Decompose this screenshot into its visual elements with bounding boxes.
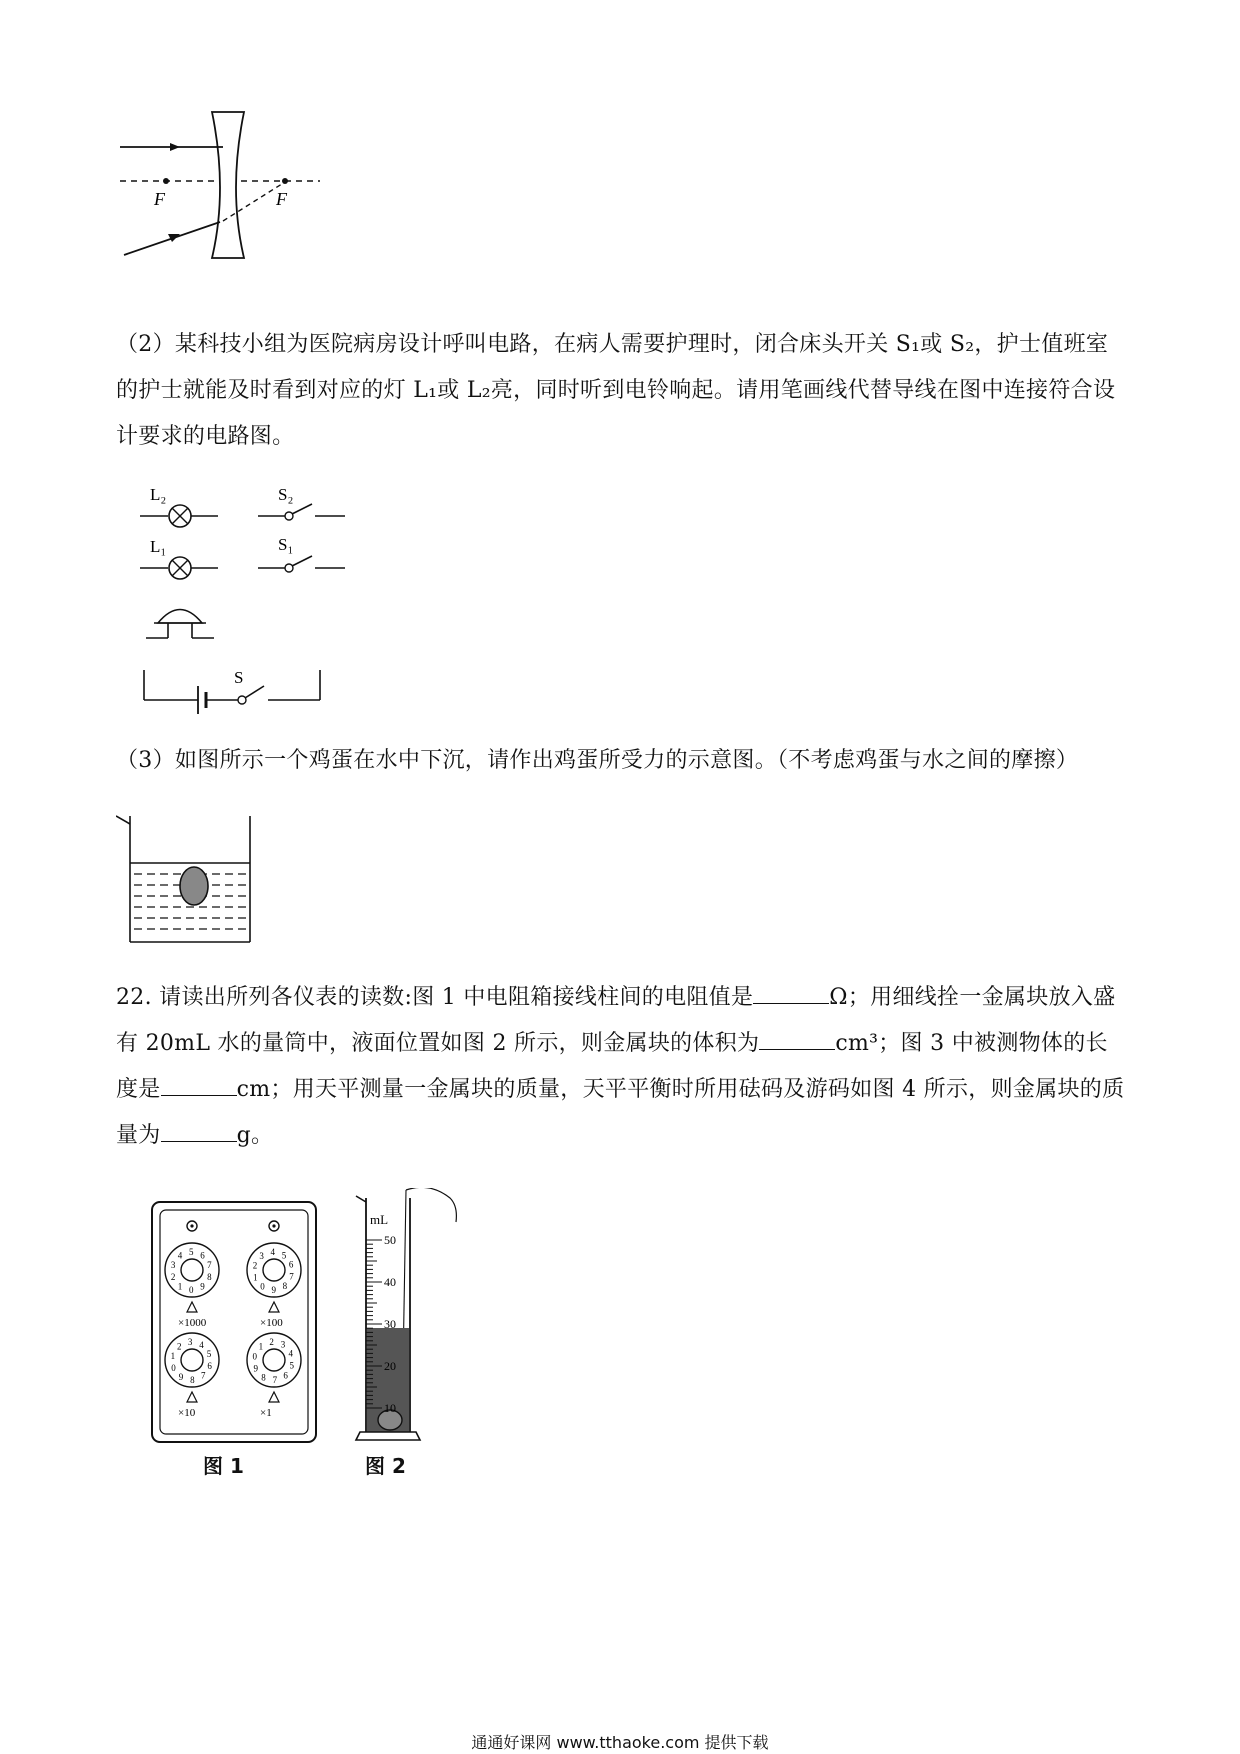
dial-digit: 4: [270, 1247, 275, 1257]
dial-digit: 4: [288, 1348, 293, 1359]
cylinder-tick-label: 40: [384, 1275, 396, 1289]
lamp-l1-label: L₁: [150, 537, 167, 556]
dial-digit: 0: [189, 1285, 194, 1295]
dial-digit: 9: [200, 1281, 205, 1292]
lamp-l2-label: L₂: [150, 485, 167, 504]
q22-part5: g。: [236, 1123, 274, 1148]
cylinder-tick-label: 10: [384, 1401, 396, 1415]
dial-digit: 6: [207, 1360, 212, 1371]
dial-digit: 7: [289, 1271, 294, 1282]
q22-part4: cm；用天平测量一金属块的质量，天平平衡时所用砝码及游码如图 4 所示，则金属块的质量为: [116, 1077, 1125, 1148]
dial-digit: 8: [190, 1375, 195, 1385]
answer-blank-resistance[interactable]: [753, 977, 829, 1004]
dial-digit: 8: [261, 1372, 266, 1383]
question-22-text: [116, 975, 1126, 1159]
dial-digit: 3: [259, 1251, 264, 1261]
resistance-box-figure: [150, 1200, 320, 1445]
question-2-text: （2）某科技小组为医院病房设计呼叫电路，在病人需要护理时，闭合床头开关 S₁或 S₂，护士值班室的护士就能及时看到对应的灯 L₁或 L₂亮，同时听到电铃响起。请用笔画线代替导线在图中连接符合设计要求的电路图。: [116, 332, 1116, 449]
dial-digit: 2: [170, 1271, 176, 1282]
dial-digit: 9: [271, 1285, 276, 1295]
focus-right-label: F: [276, 189, 287, 209]
dial-multiplier-label: ×1: [260, 1407, 272, 1419]
dial-multiplier-label: ×100: [260, 1317, 283, 1329]
dial-digit: 0: [252, 1351, 257, 1362]
cylinder-tick-label: 30: [384, 1317, 396, 1331]
dial-digit: 6: [288, 1259, 294, 1270]
cylinder-tick-label: 20: [384, 1359, 396, 1373]
dial-digit: 5: [281, 1250, 287, 1261]
dial-digit: 4: [199, 1340, 204, 1350]
switch-s2-label: S₂: [278, 485, 294, 504]
dial-multiplier-label: ×1000: [178, 1317, 207, 1329]
answer-blank-length[interactable]: [161, 1069, 237, 1096]
dial-digit: 7: [207, 1260, 212, 1271]
dial-digit: 5: [206, 1349, 212, 1360]
figure-1-caption: 图 1: [203, 1454, 244, 1478]
dial-digit: 9: [178, 1372, 184, 1382]
beaker-egg-figure: [116, 810, 256, 950]
cylinder-unit-label: mL: [370, 1212, 389, 1227]
dial-digit: 7: [272, 1374, 278, 1385]
dial-digit: 8: [282, 1281, 288, 1291]
q22-part2: Ω；用细线拴一金属块放入盛有 20mL 水的量筒中，液面位置如图 2 所示，则金属块的体积为: [116, 985, 1116, 1056]
answer-blank-volume[interactable]: [759, 1023, 835, 1050]
dial-digit: 4: [177, 1250, 183, 1261]
dial-knob: [181, 1349, 203, 1371]
q22-part3: cm³；图 3 中被测物体的长度是: [116, 1031, 1108, 1102]
dial-digit: 2: [177, 1341, 182, 1352]
dial-digit: 0: [171, 1362, 176, 1373]
dial-digit: 3: [170, 1260, 176, 1271]
dial-digit: 6: [283, 1370, 288, 1381]
graduated-cylinder-figure: [350, 1188, 460, 1446]
dial-multiplier-label: ×10: [178, 1407, 196, 1419]
dial-digit: 1: [170, 1351, 176, 1362]
dial-digit: 9: [253, 1363, 258, 1374]
dial-digit: 8: [207, 1271, 212, 1282]
dial-digit: 7: [201, 1370, 206, 1381]
dial-digit: 5: [289, 1360, 294, 1371]
page-footer: 通通好课网 www.tthaoke.com 提供下载: [471, 1733, 769, 1752]
dial-digit: 1: [258, 1341, 264, 1352]
answer-blank-mass[interactable]: [161, 1115, 237, 1142]
circuit-figure: [140, 478, 360, 728]
dial-digit: 3: [187, 1337, 193, 1347]
switch-s1-label: S₁: [278, 535, 294, 554]
question-3-text: （3）如图所示一个鸡蛋在水中下沉，请作出鸡蛋所受力的示意图。（不考虑鸡蛋与水之间的摩擦）: [116, 748, 1079, 773]
dial-digit: 0: [260, 1281, 265, 1292]
dial-knob: [263, 1349, 285, 1371]
dial-knob: [181, 1259, 203, 1281]
dial-knob: [263, 1259, 285, 1281]
dial-digit: 2: [269, 1337, 274, 1348]
dial-digit: 5: [189, 1247, 194, 1257]
q22-part1: 22. 请读出所列各仪表的读数:图 1 中电阻箱接线柱间的电阻值是: [116, 985, 754, 1010]
dial-digit: 3: [280, 1339, 286, 1350]
focus-left-label: F: [154, 189, 165, 209]
concave-lens-figure: [120, 110, 340, 270]
dial-digit: 1: [177, 1281, 183, 1292]
figure-2-caption: 图 2: [365, 1454, 406, 1478]
main-switch-label: S: [234, 668, 244, 687]
dial-digit: 6: [200, 1250, 205, 1261]
cylinder-tick-label: 50: [384, 1233, 396, 1247]
dial-digit: 1: [253, 1272, 258, 1283]
dial-digit: 2: [252, 1260, 258, 1271]
